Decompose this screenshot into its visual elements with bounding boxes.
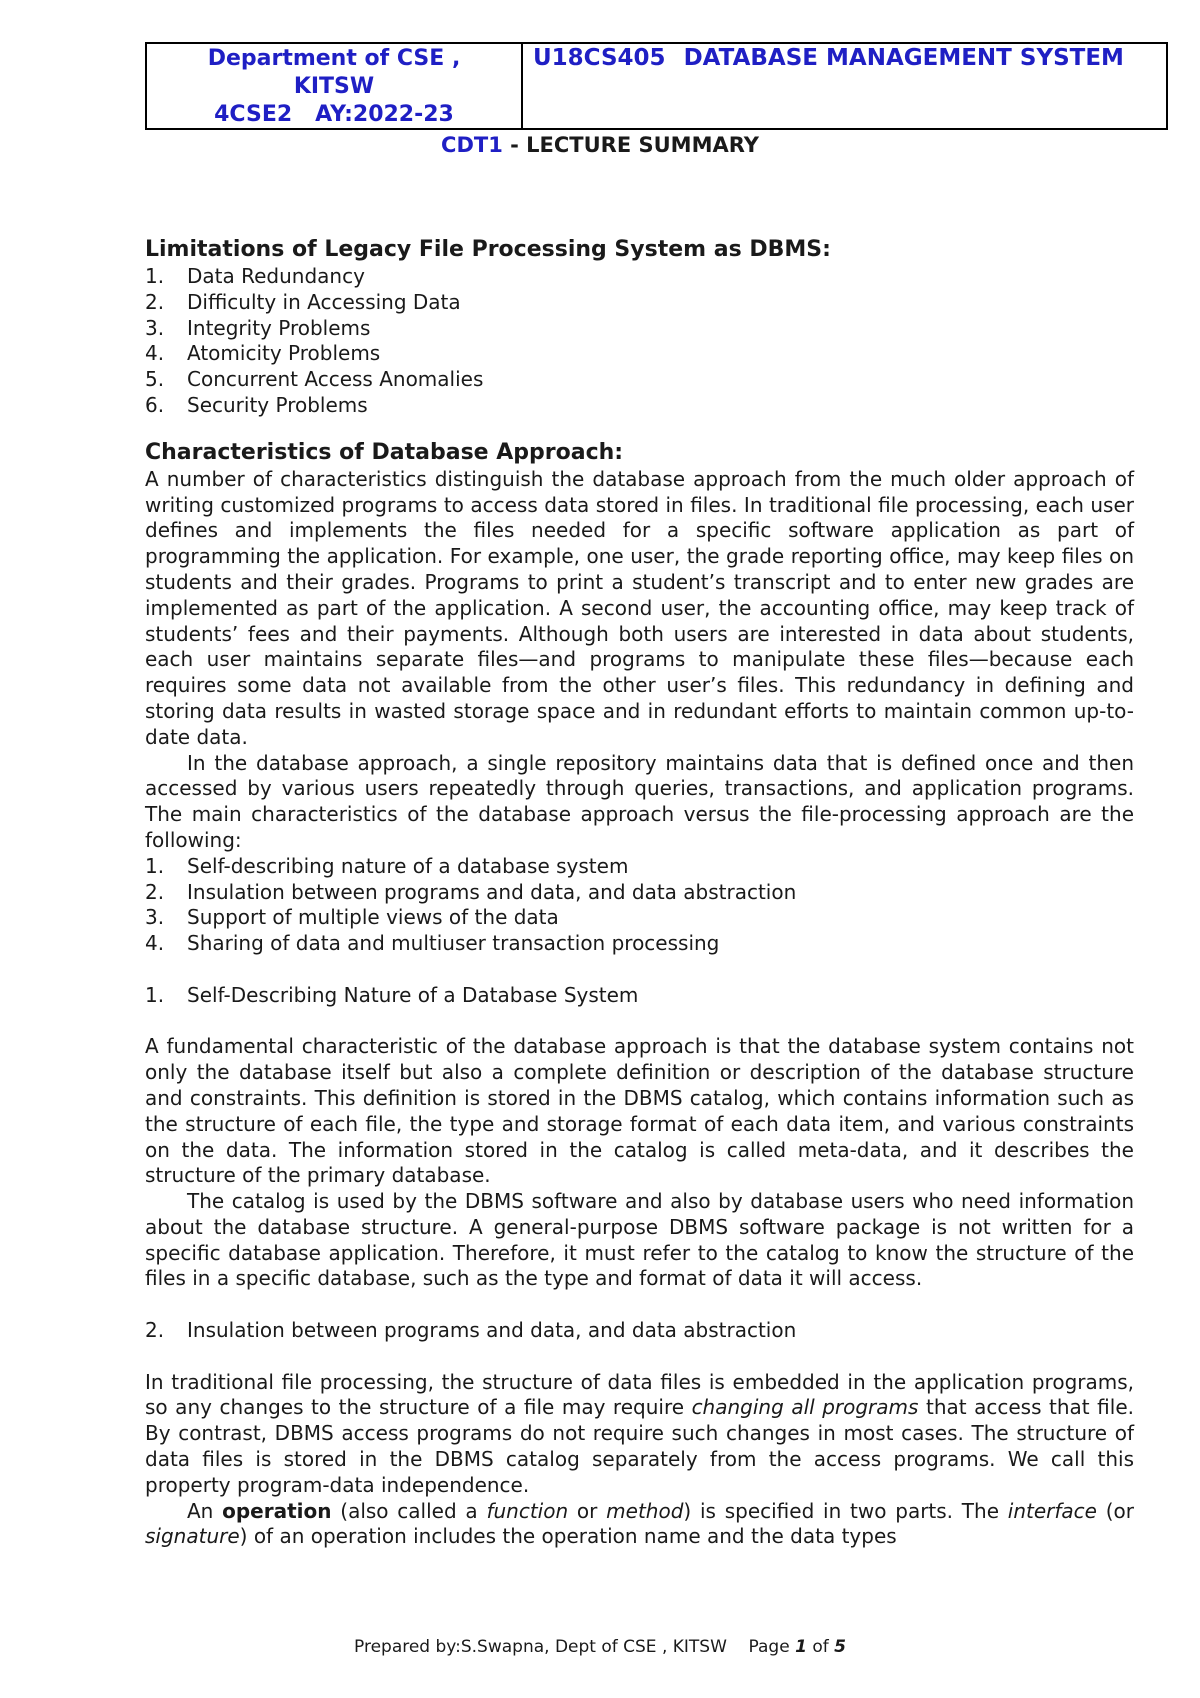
section-1-paragraph-2: The catalog is used by the DBMS software and also by database users who need information about the database structure. A general-purpose DBMS software package is not written for a specific database application. Therefore, it must refer to the catalog to know the structure of the files in a specific database, such as the type and format of data it will access. (145, 1189, 1134, 1291)
of-label: of (812, 1637, 829, 1657)
list-item: 1. Data Redundancy (145, 264, 365, 288)
list-item: 2. Difficulty in Accessing Data (145, 289, 461, 314)
section-1-heading: 1. Self-Describing Nature of a Database System (145, 982, 639, 1007)
list-item: 1. Self-describing nature of a database system (145, 853, 629, 878)
characteristics-paragraph-1: A number of characteristics distinguish the database approach from the much older approach of writing customized programs to access data stored in files. In traditional file processing, each user defines and implements the files needed for a specific software application as part of programming the application. For example, one user, the grade reporting office, may keep files on students and their grades. Programs to print a student’s transcript and to enter new grades are implemented as part of the application. A second user, the accounting office, may keep track of students’ fees and their payments. Although both users are interested in data about students, each user maintains separate files—and programs to manipulate these files—because each requires some data not available from the other user’s files. This redundancy in defining and storing data results in wasted storage space and in redundant efforts to maintain common up-to-date data. (145, 466, 1134, 749)
page-title (0, 131, 1200, 159)
list-item: 4. Atomicity Problems (145, 341, 381, 366)
department-line-2: KITSW (293, 74, 375, 99)
limitations-list (145, 264, 1134, 419)
department-line-1: Department of CSE , (207, 46, 461, 71)
characteristics-heading: Characteristics of Database Approach: (145, 439, 624, 465)
list-item: 2. Insulation between programs and data, and data abstraction (145, 879, 797, 904)
section-2-paragraph-2: An operation (also called a function or method) is specified in two parts. The interface (or signature) of an operation includes the operation name and the data types (145, 1498, 1134, 1549)
limitations-heading: Limitations of Legacy File Processing System as DBMS: (145, 237, 831, 262)
page-total: 5 (834, 1637, 846, 1657)
prepared-by: Prepared by:S.Swapna, Dept of CSE , KITSW (354, 1637, 727, 1657)
list-item: 3. Integrity Problems (145, 315, 371, 340)
characteristics-paragraph-2: In the database approach, a single repository maintains data that is defined once and then accessed by various users repeatedly through queries, transactions, and application programs. The main characteristics of the database approach versus the file-processing approach are the following: (145, 750, 1134, 852)
section-2-heading: 2. Insulation between programs and data, and data abstraction (145, 1318, 797, 1343)
header-table (145, 42, 1168, 130)
page-footer (0, 1637, 1200, 1657)
list-item: 3. Support of multiple views of the data (145, 905, 559, 930)
document-body (145, 236, 1134, 1550)
department-cell (147, 44, 523, 128)
section-year: 4CSE2 AY:2022-23 (214, 102, 454, 127)
list-item: 6. Security Problems (145, 392, 368, 417)
page-label: Page (748, 1637, 790, 1657)
title-text: - LECTURE SUMMARY (502, 133, 759, 157)
course-code: U18CS405 (533, 45, 666, 71)
list-item: 5. Concurrent Access Anomalies (145, 367, 484, 392)
section-2-paragraph-1: In traditional file processing, the structure of data files is embedded in the application programs, so any changes to the structure of a file may require changing all programs that access that file. By contrast, DBMS access programs do not require such changes in most cases. The structure of data files is stored in the DBMS catalog separately from the access programs. We call this property program-data independence. (145, 1369, 1134, 1497)
course-cell (523, 44, 1166, 128)
page-number: 1 (795, 1637, 807, 1657)
course-name: DATABASE MANAGEMENT SYSTEM (683, 45, 1124, 71)
title-code: CDT1 (441, 133, 503, 157)
section-1-paragraph-1: A fundamental characteristic of the database approach is that the database system contains not only the database itself but also a complete definition or description of the database structure and constraints. This definition is stored in the DBMS catalog, which contains information such as the structure of each file, the type and storage format of each data item, and various constraints on the data. The information stored in the catalog is called meta-data, and it describes the structure of the primary database. (145, 1034, 1134, 1188)
list-item: 4. Sharing of data and multiuser transaction processing (145, 931, 720, 956)
characteristics-list (145, 854, 1134, 957)
